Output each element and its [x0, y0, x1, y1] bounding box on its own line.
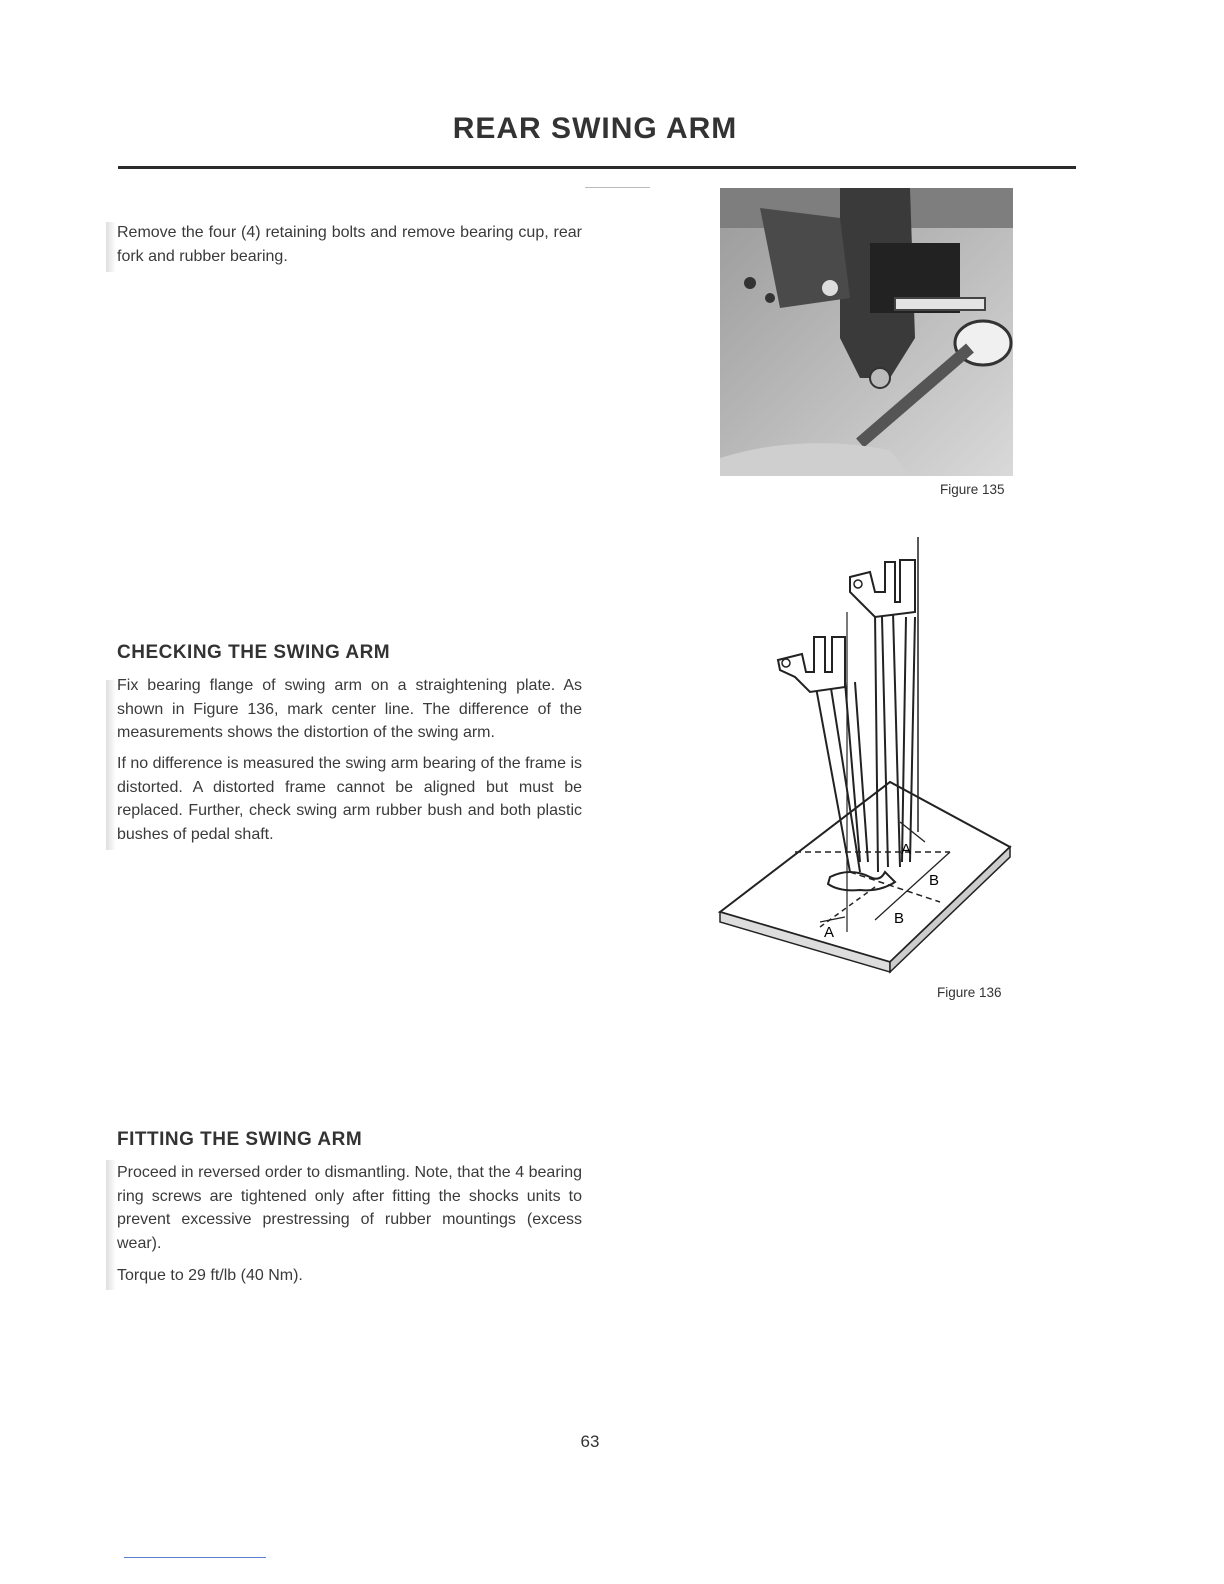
footer-rule — [124, 1557, 266, 1558]
dimension-label-a-top: A — [901, 841, 912, 858]
figure-136-caption: Figure 136 — [937, 985, 1002, 1000]
figure-136-diagram — [710, 532, 1020, 982]
dimension-label-a-bottom: A — [824, 924, 835, 941]
intro-paragraph: Remove the four (4) retaining bolts and remove bearing cup, rear fork and rubber bearing. — [117, 224, 582, 265]
figure-135-photo — [720, 188, 1013, 476]
page-title: REAR SWING ARM — [452, 112, 738, 145]
fitting-paragraph-2: Torque to 29 ft/lb (40 Nm). — [117, 1267, 303, 1284]
dimension-label-b-right: B — [929, 872, 940, 889]
dimension-label-b-bottom: B — [894, 910, 905, 927]
page-number: 63 — [580, 1432, 600, 1451]
fitting-heading: FITTING THE SWING ARM — [117, 1129, 363, 1150]
figure-135-caption: Figure 135 — [940, 482, 1005, 497]
checking-paragraph-2: If no difference is measured the swing arm bearing of the frame is distorted. A distorted frame cannot be aligned but must be replaced. Further, check swing arm rubber bush and both plastic bushes of pedal shaft. — [117, 755, 582, 843]
margin-shadow — [106, 222, 116, 272]
fitting-paragraph-1: Proceed in reversed order to dismantling. Note, that the 4 bearing ring screws are tightened only after fitting the shocks units to prevent excessive prestressing of rubber mountings (excess wear). — [117, 1164, 582, 1252]
title-rule — [118, 166, 1076, 169]
margin-shadow — [106, 680, 116, 850]
ratchet-wrench-photo-icon — [720, 188, 1013, 476]
small-rule — [585, 187, 650, 188]
checking-paragraph-1: Fix bearing flange of swing arm on a straightening plate. As shown in Figure 136, mark center line. The difference of the measurements shows the distortion of the swing arm. — [117, 677, 582, 741]
margin-shadow — [106, 1160, 116, 1290]
checking-heading: CHECKING THE SWING ARM — [117, 642, 391, 663]
